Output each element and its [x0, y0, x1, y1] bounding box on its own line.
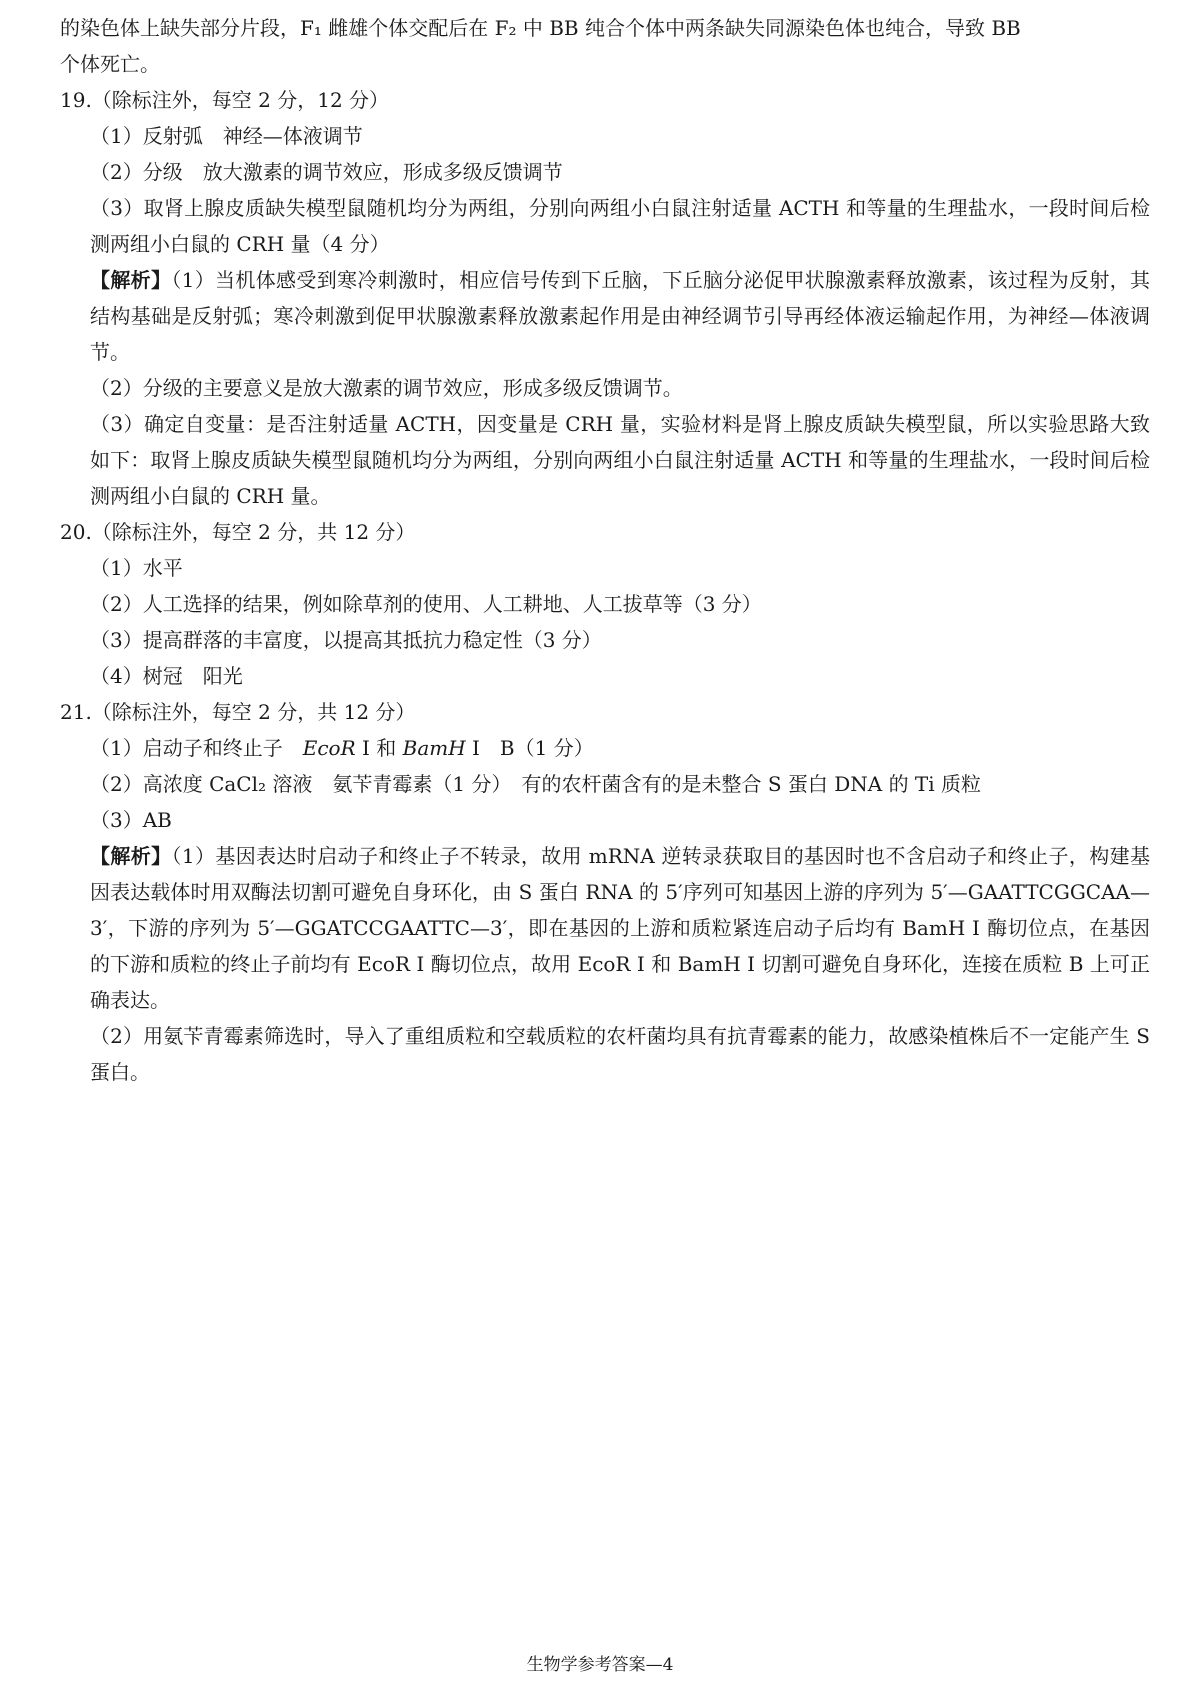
- bamh-label: BamH: [402, 736, 466, 760]
- q21-answer-1-post: B（1 分）: [499, 736, 594, 760]
- q20-header: 20.（除标注外，每空 2 分，共 12 分）: [60, 520, 416, 544]
- q19-answer-2: （2）分级 放大激素的调节效应，形成多级反馈调节: [90, 160, 563, 184]
- prev-line-1: 的染色体上缺失部分片段，F₁ 雌雄个体交配后在 F₂ 中 BB 纯合个体中两条缺失同源染色体也纯合，导致 BB: [60, 16, 1021, 40]
- q19-header: 19.（除标注外，每空 2 分，12 分）: [60, 88, 390, 112]
- analysis-tag: 【解析】: [90, 844, 172, 868]
- q20-answer-2: （2）人工选择的结果，例如除草剂的使用、人工耕地、人工拔草等（3 分）: [90, 592, 762, 616]
- q19-analysis-3: （3）确定自变量：是否注射适量 ACTH，因变量是 CRH 量，实验材料是肾上腺皮质缺失模型鼠，所以实验思路大致如下：取肾上腺皮质缺失模型鼠随机均分为两组，分别向两组小白鼠注射适量 ACTH 和等量的生理盐水，一段时间后检测两组小白鼠的 CRH 量。: [90, 412, 1150, 508]
- q19-analysis-1-text: （1）当机体感受到寒冷刺激时，相应信号传到下丘脑，下丘脑分泌促甲状腺激素释放激素，该过程为反射，其结构基础是反射弧；寒冷刺激到促甲状腺激素释放激素起作用是由神经调节引导再经体液运输起作用，为神经—体液调节。: [90, 268, 1150, 364]
- q21-answer-1: [60, 730, 1150, 766]
- q19-answer-3: （3）取肾上腺皮质缺失模型鼠随机均分为两组，分别向两组小白鼠注射适量 ACTH 和等量的生理盐水，一段时间后检测两组小白鼠的 CRH 量（4 分）: [90, 196, 1150, 256]
- q19-answer-1: （1）反射弧 神经—体液调节: [90, 124, 363, 148]
- page-footer: 生物学参考答案—4: [526, 1655, 674, 1675]
- and-text: 和: [369, 736, 403, 760]
- answer-content: [60, 10, 1150, 1090]
- q20-answer-1: （1）水平: [90, 556, 183, 580]
- q21-answer-2: （2）高浓度 CaCl₂ 溶液 氨苄青霉素（1 分） 有的农杆菌含有的是未整合 S 蛋白 DNA 的 Ti 质粒: [90, 772, 982, 796]
- q21-analysis-1: [60, 838, 1150, 1018]
- q19-analysis-1: [60, 262, 1150, 370]
- ecor-label: EcoR: [302, 736, 356, 760]
- prev-line-2: 个体死亡。: [60, 52, 160, 76]
- q21-header: 21.（除标注外，每空 2 分，共 12 分）: [60, 700, 416, 724]
- roman-one-1: Ⅰ: [355, 736, 370, 760]
- analysis-tag: 【解析】: [90, 268, 172, 292]
- q21-answer-1-pre: （1）启动子和终止子: [90, 736, 303, 760]
- q21-analysis-2: （2）用氨苄青霉素筛选时，导入了重组质粒和空载质粒的农杆菌均具有抗青霉素的能力，故感染植株后不一定能产生 S 蛋白。: [90, 1024, 1150, 1084]
- q20-answer-4: （4）树冠 阳光: [90, 664, 243, 688]
- q21-answer-3: （3）AB: [90, 808, 172, 832]
- q19-analysis-2: （2）分级的主要意义是放大激素的调节效应，形成多级反馈调节。: [90, 376, 683, 400]
- roman-one-2: Ⅰ: [465, 736, 500, 760]
- q21-analysis-1-text: （1）基因表达时启动子和终止子不转录，故用 mRNA 逆转录获取目的基因时也不含启动子和终止子，构建基因表达载体时用双酶法切割可避免自身环化，由 S 蛋白 RNA 的 5′序列可知基因上游的序列为 5′—GAATTCGGCAA—3′，下游的序列为 5′—GGATCCGAATTC—3′，即在基因的上游和质粒紧连启动子后均有 BamH Ⅰ 酶切位点，在基因的下游和质粒的终止子前均有 EcoR Ⅰ 酶切位点，故用 EcoR Ⅰ 和 BamH Ⅰ 切割可避免自身环化，连接在质粒 B 上可正确表达。: [90, 844, 1151, 1012]
- q20-answer-3: （3）提高群落的丰富度，以提高其抵抗力稳定性（3 分）: [90, 628, 602, 652]
